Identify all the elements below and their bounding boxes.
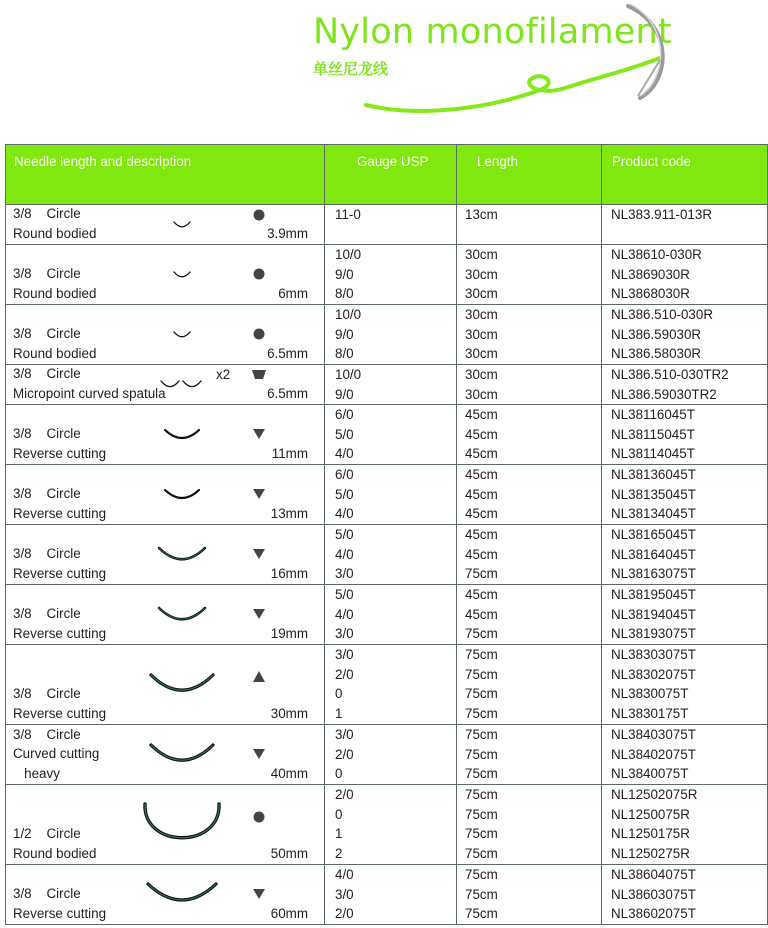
needle-description-cell [6, 465, 325, 525]
gauge-value: 8/0 [335, 346, 354, 361]
product-code-cell [602, 305, 768, 365]
length-cell [457, 645, 602, 725]
product-code-value: NL38403075T [611, 727, 696, 742]
needle-length: 11mm [271, 445, 308, 461]
length-value: 75cm [465, 705, 498, 721]
gauge-cell [325, 785, 457, 865]
product-code-value: NL3830075T [611, 686, 689, 701]
product-code-value: NL38604075T [611, 867, 696, 882]
needle-description-cell [6, 525, 325, 585]
table-row [6, 205, 768, 245]
length-cell [457, 525, 602, 585]
product-code-value: NL38193075T [611, 626, 696, 641]
needle-type: Round bodied [13, 225, 97, 241]
page-subtitle: 单丝尼龙线 [313, 60, 389, 78]
length-value: 75cm [465, 906, 498, 921]
length-value: 30cm [465, 266, 498, 282]
col-header-gauge: Gauge USP [325, 145, 457, 205]
needle-type: Reverse cutting [13, 565, 107, 581]
needle-description [6, 785, 324, 864]
gauge-value: 1 [335, 705, 343, 721]
length-value: 75cm [465, 727, 498, 742]
length-value: 30cm [465, 307, 498, 322]
product-code-cell [602, 405, 768, 465]
length-value: 75cm [465, 845, 498, 861]
needle-description [6, 245, 324, 304]
product-code-cell [602, 365, 768, 405]
gauge-value: 2/0 [335, 746, 354, 762]
table-row [6, 405, 768, 465]
col-header-description: Needle length and description [6, 145, 325, 205]
round-body-icon [251, 267, 267, 281]
needle-description [6, 305, 324, 364]
gauge-cell [325, 865, 457, 925]
length-value: 45cm [465, 446, 498, 461]
table-row [6, 645, 768, 725]
table-row [6, 785, 768, 865]
product-code-value: NL38134045T [611, 506, 696, 521]
product-code-value: NL38603075T [611, 886, 696, 902]
length-value: 45cm [465, 486, 498, 502]
product-code-value: NL386.58030R [611, 346, 702, 361]
needle-description-cell [6, 585, 325, 645]
needle-description-cell [6, 645, 325, 725]
length-value: 45cm [465, 426, 498, 442]
needle-curve-icon [156, 605, 208, 627]
product-code-cell [602, 645, 768, 725]
needle-description-cell [6, 305, 325, 365]
product-code-cell [602, 525, 768, 585]
needle-curvature: 3/8 Circle [13, 366, 81, 381]
page-title: Nylon monofilament [313, 12, 672, 52]
product-code-cell [602, 585, 768, 645]
spatula-icon [251, 368, 267, 382]
length-value: 30cm [465, 386, 498, 402]
length-value: 75cm [465, 746, 498, 762]
needle-curvature: 3/8 Circle [13, 686, 81, 701]
needle-description-cell [6, 365, 325, 405]
needle-length: 40mm [270, 765, 308, 781]
length-value: 75cm [465, 766, 498, 781]
needle-description-cell [6, 785, 325, 865]
reverse-cutting-icon [251, 887, 267, 901]
length-value: 30cm [465, 346, 498, 361]
length-value: 75cm [465, 626, 498, 641]
length-value: 75cm [465, 647, 498, 662]
needle-type: heavy [13, 765, 60, 781]
needle-type: Reverse cutting [13, 705, 107, 721]
needle-description [6, 585, 324, 644]
length-cell [457, 405, 602, 465]
reverse-cutting-icon [251, 747, 267, 761]
product-code-value: NL386.59030TR2 [611, 386, 717, 402]
gauge-value: 6/0 [335, 407, 354, 422]
needle-type: Round bodied [13, 845, 97, 861]
gauge-value: 9/0 [335, 326, 354, 342]
reverse-cutting-icon [251, 607, 267, 621]
table-row [6, 585, 768, 645]
reverse-cutting-icon [251, 487, 267, 501]
gauge-value: 11-0 [335, 207, 361, 222]
col-header-length: Length [457, 145, 602, 205]
needle-description-cell [6, 405, 325, 465]
needle-curve-icon [171, 219, 193, 233]
length-cell [457, 245, 602, 305]
gauge-value: 9/0 [335, 386, 354, 402]
needle-curve-icon [162, 427, 202, 445]
gauge-value: 2/0 [335, 906, 354, 921]
product-code-value: NL386.510-030R [611, 307, 713, 322]
length-value: 45cm [465, 467, 498, 482]
gauge-value: 10/0 [335, 367, 362, 382]
length-cell [457, 465, 602, 525]
product-code-value: NL38135045T [611, 486, 696, 502]
gauge-value: 5/0 [335, 426, 354, 442]
gauge-cell [325, 245, 457, 305]
needle-length: 16mm [270, 565, 308, 581]
length-value: 75cm [465, 867, 498, 882]
gauge-value: 5/0 [335, 486, 354, 502]
needle-description [6, 725, 324, 784]
product-code-value: NL38302075T [611, 666, 696, 682]
round-body-icon [251, 810, 267, 824]
table-row [6, 865, 768, 925]
gauge-value: 2 [335, 845, 343, 861]
round-body-icon [251, 327, 267, 341]
product-code-value: NL38402075T [611, 746, 696, 762]
needle-curvature: 3/8 Circle [13, 486, 81, 501]
gauge-value: 8/0 [335, 286, 354, 301]
length-value: 45cm [465, 506, 498, 521]
length-value: 45cm [465, 527, 498, 542]
needle-description-cell [6, 205, 325, 245]
product-code-value: NL38115045T [611, 426, 695, 442]
needle-type: Curved cutting [13, 746, 100, 761]
table-header-row [6, 145, 768, 205]
needle-curvature: 3/8 Circle [13, 546, 81, 561]
reverse-cutting-icon [251, 427, 267, 441]
needle-type: Reverse cutting [13, 905, 107, 921]
needle-description [6, 205, 324, 244]
needle-description-cell [6, 245, 325, 305]
table-row [6, 465, 768, 525]
length-value: 30cm [465, 326, 498, 342]
gauge-value: 4/0 [335, 546, 354, 562]
gauge-value: 10/0 [335, 307, 362, 322]
gauge-cell [325, 585, 457, 645]
needle-curve-icon [162, 487, 202, 505]
product-code-value: NL1250075R [611, 806, 690, 822]
product-code-cell [602, 785, 768, 865]
gauge-value: 0 [335, 806, 343, 822]
length-value: 30cm [465, 367, 498, 382]
table-row [6, 525, 768, 585]
product-code-value: NL38136045T [611, 467, 696, 482]
needle-type: Reverse cutting [13, 505, 107, 521]
gauge-cell [325, 205, 457, 245]
product-code-cell [602, 465, 768, 525]
product-code-value: NL38163075T [611, 566, 696, 581]
product-code-value: NL38114045T [611, 446, 695, 461]
needle-length: 50mm [270, 845, 308, 861]
length-value: 75cm [465, 566, 498, 581]
needle-length: 6.5mm [267, 385, 308, 401]
needle-type: Round bodied [13, 345, 97, 361]
conventional-cutting-icon [251, 670, 267, 684]
length-value: 30cm [465, 247, 498, 262]
product-code-value: NL3830175T [611, 705, 689, 721]
needle-curvature: 3/8 Circle [13, 206, 81, 221]
gauge-cell [325, 465, 457, 525]
gauge-value: 3/0 [335, 647, 354, 662]
needle-type: Round bodied [13, 285, 97, 301]
gauge-value: 5/0 [335, 587, 354, 602]
gauge-value: 10/0 [335, 247, 362, 262]
product-code-value: NL38164045T [611, 546, 696, 562]
gauge-cell [325, 305, 457, 365]
product-code-value: NL38303075T [611, 647, 696, 662]
gauge-cell [325, 525, 457, 585]
length-value: 75cm [465, 826, 498, 841]
product-code-value: NL386.510-030TR2 [611, 367, 729, 382]
product-code-value: NL38610-030R [611, 247, 702, 262]
product-table [5, 144, 768, 925]
needle-length: 30mm [270, 705, 308, 721]
product-code-value: NL38602075T [611, 906, 696, 921]
pack-quantity: x2 [216, 367, 231, 382]
gauge-value: 4/0 [335, 446, 354, 461]
gauge-value: 3/0 [335, 727, 354, 742]
gauge-value: 5/0 [335, 527, 354, 542]
length-value: 75cm [465, 886, 498, 902]
needle-length: 19mm [270, 625, 308, 641]
gauge-value: 2/0 [335, 787, 354, 802]
needle-curvature: 3/8 Circle [13, 886, 81, 901]
needle-description [6, 465, 324, 524]
reverse-cutting-icon [251, 547, 267, 561]
gauge-cell [325, 645, 457, 725]
product-code-value: NL38116045T [611, 407, 695, 422]
needle-length: 6mm [278, 285, 308, 301]
length-value: 30cm [465, 286, 498, 301]
needle-curvature: 3/8 Circle [13, 266, 81, 281]
needle-description [6, 365, 324, 404]
needle-curvature: 3/8 Circle [13, 606, 81, 621]
product-code-cell [602, 725, 768, 785]
product-code-value: NL38194045T [611, 606, 696, 622]
gauge-value: 6/0 [335, 467, 354, 482]
length-cell [457, 785, 602, 865]
needle-description [6, 865, 324, 924]
product-code-value: NL38165045T [611, 527, 696, 542]
needle-curve-icon [142, 801, 222, 851]
length-value: 75cm [465, 666, 498, 682]
product-code-value: NL38195045T [611, 587, 696, 602]
product-code-value: NL386.59030R [611, 326, 702, 342]
needle-curve-icon [148, 672, 216, 700]
length-value: 45cm [465, 587, 498, 602]
needle-curve-icon [148, 742, 216, 770]
length-value: 45cm [465, 546, 498, 562]
header-banner [0, 0, 700, 140]
gauge-value: 3/0 [335, 626, 354, 641]
product-code-value: NL1250175R [611, 826, 690, 841]
gauge-value: 1 [335, 826, 343, 841]
needle-curve-icon [145, 881, 219, 911]
needle-description [6, 525, 324, 584]
length-cell [457, 865, 602, 925]
needle-description [6, 405, 324, 464]
table-row [6, 245, 768, 305]
gauge-value: 3/0 [335, 566, 354, 581]
gauge-value: 4/0 [335, 506, 354, 521]
length-cell [457, 205, 602, 245]
length-value: 75cm [465, 806, 498, 822]
length-cell [457, 305, 602, 365]
round-body-icon [251, 208, 267, 222]
gauge-value: 0 [335, 766, 343, 781]
needle-curve-icon [171, 329, 193, 343]
product-code-value: NL383.911-013R [611, 207, 712, 222]
needle-curvature: 3/8 Circle [13, 426, 81, 441]
length-cell [457, 585, 602, 645]
needle-type: Reverse cutting [13, 445, 107, 461]
gauge-value: 4/0 [335, 606, 354, 622]
length-cell [457, 365, 602, 405]
needle-length: 3.9mm [267, 225, 308, 241]
gauge-cell [325, 725, 457, 785]
needle-type: Reverse cutting [13, 625, 107, 641]
product-code-cell [602, 245, 768, 305]
table-row [6, 305, 768, 365]
needle-description [6, 645, 324, 724]
needle-length: 13mm [270, 505, 308, 521]
col-header-code: Product code [602, 145, 768, 205]
needle-type: Micropoint curved spatula [13, 385, 166, 401]
gauge-value: 9/0 [335, 266, 354, 282]
length-cell [457, 725, 602, 785]
table-row [6, 365, 768, 405]
needle-description-cell [6, 725, 325, 785]
needle-curvature: 3/8 Circle [13, 326, 81, 341]
product-code-value: NL12502075R [611, 787, 698, 802]
product-code-cell [602, 865, 768, 925]
needle-curve-icon [171, 269, 193, 283]
gauge-value: 4/0 [335, 867, 354, 882]
length-value: 45cm [465, 606, 498, 622]
length-value: 75cm [465, 686, 498, 701]
needle-curve-icon [158, 378, 206, 394]
needle-curvature: 1/2 Circle [13, 826, 81, 841]
length-value: 45cm [465, 407, 498, 422]
table-row [6, 725, 768, 785]
product-code-value: NL1250275R [611, 845, 690, 861]
length-value: 75cm [465, 787, 498, 802]
product-code-value: NL3869030R [611, 266, 690, 282]
needle-curve-icon [156, 545, 208, 567]
gauge-value: 0 [335, 686, 343, 701]
product-code-value: NL3840075T [611, 766, 689, 781]
needle-length: 60mm [270, 905, 308, 921]
gauge-cell [325, 365, 457, 405]
gauge-cell [325, 405, 457, 465]
length-value: 13cm [465, 207, 498, 222]
needle-description-cell [6, 865, 325, 925]
suture-needle-graphic [360, 0, 680, 125]
gauge-value: 3/0 [335, 886, 354, 902]
needle-curvature: 3/8 Circle [13, 726, 81, 742]
product-code-value: NL3868030R [611, 286, 690, 301]
product-code-cell [602, 205, 768, 245]
needle-length: 6.5mm [267, 345, 308, 361]
gauge-value: 2/0 [335, 666, 354, 682]
